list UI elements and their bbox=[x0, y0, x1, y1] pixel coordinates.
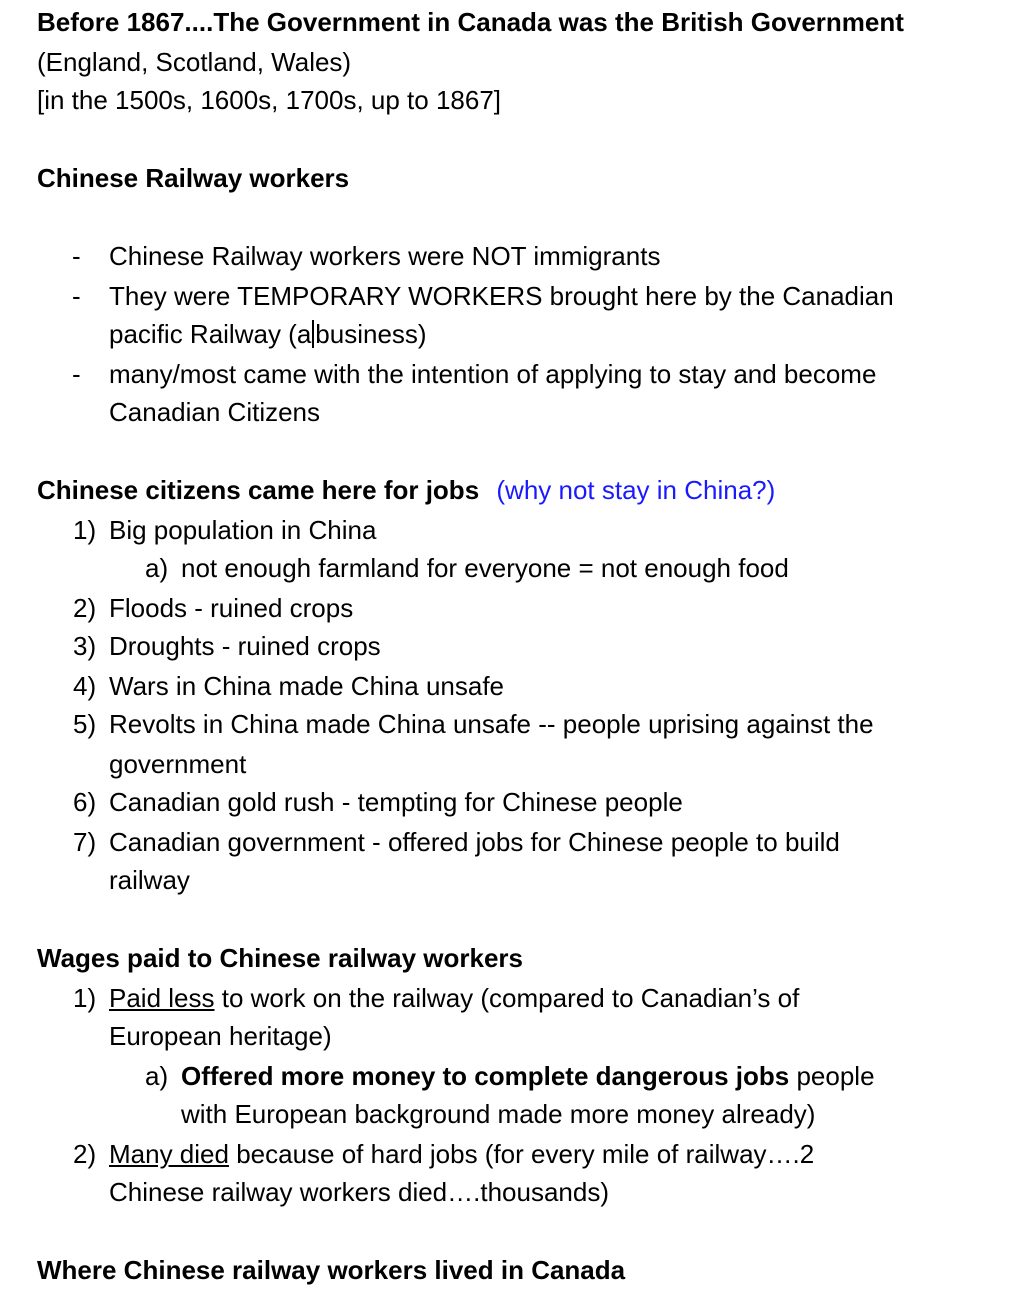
sublist-letter: a) bbox=[145, 1061, 169, 1091]
list-item: Wars in China made China unsafe bbox=[109, 671, 505, 701]
list-item bbox=[109, 1135, 814, 1173]
list-item: Canadian gold rush - tempting for Chinese people bbox=[109, 787, 683, 817]
list-number: 6) bbox=[73, 787, 97, 817]
list-item: Revolts in China made China unsafe -- people uprising against the bbox=[109, 709, 874, 739]
intro-line: (England, Scotland, Wales) bbox=[37, 47, 352, 77]
section-heading-row bbox=[37, 471, 775, 509]
section-heading: Wages paid to Chinese railway workers bbox=[37, 943, 523, 973]
bullet-text-continued[interactable] bbox=[109, 315, 427, 353]
underlined-phrase: Paid less bbox=[109, 983, 215, 1013]
list-number: 7) bbox=[73, 827, 97, 857]
list-item: Floods - ruined crops bbox=[109, 593, 354, 623]
sublist-item-text: people bbox=[789, 1061, 875, 1091]
list-item-continued: government bbox=[109, 749, 247, 779]
section-heading: Chinese Railway workers bbox=[37, 163, 350, 193]
bold-phrase: Offered more money to complete dangerous jobs bbox=[181, 1061, 790, 1091]
list-number: 5) bbox=[73, 709, 97, 739]
intro-line: [in the 1500s, 1600s, 1700s, up to 1867] bbox=[37, 85, 502, 115]
bullet-text: Chinese Railway workers were NOT immigrants bbox=[109, 241, 661, 271]
list-item-text: because of hard jobs (for every mile of railway….2 bbox=[228, 1139, 815, 1169]
bullet-text: They were TEMPORARY WORKERS brought here by the Canadian bbox=[109, 281, 894, 311]
list-number: 3) bbox=[73, 631, 97, 661]
list-number: 4) bbox=[73, 671, 97, 701]
bullet-text-part: business) bbox=[315, 319, 427, 349]
bullet-text-part: pacific Railway (a bbox=[109, 319, 312, 349]
bullet-dash: - bbox=[72, 241, 81, 271]
list-number: 2) bbox=[73, 593, 97, 623]
list-item-text: to work on the railway (compared to Canadian’s of bbox=[214, 983, 800, 1013]
text-cursor bbox=[312, 320, 314, 348]
list-item-continued: railway bbox=[109, 865, 190, 895]
bullet-text-continued: Canadian Citizens bbox=[109, 397, 321, 427]
sublist-letter: a) bbox=[145, 553, 169, 583]
list-number: 2) bbox=[73, 1139, 97, 1169]
sublist-item bbox=[181, 1057, 875, 1095]
list-item-continued: European heritage) bbox=[109, 1021, 332, 1051]
section-heading: Where Chinese railway workers lived in Canada bbox=[37, 1255, 626, 1285]
list-item-continued: Chinese railway workers died….thousands) bbox=[109, 1177, 610, 1207]
list-number: 1) bbox=[73, 515, 97, 545]
intro-heading: Before 1867....The Government in Canada was the British Government bbox=[37, 7, 904, 37]
bullet-dash: - bbox=[72, 281, 81, 311]
bullet-dash: - bbox=[72, 359, 81, 389]
list-item: Canadian government - offered jobs for Chinese people to build bbox=[109, 827, 840, 857]
section-heading: Chinese citizens came here for jobs bbox=[37, 475, 480, 505]
list-item: Big population in China bbox=[109, 515, 377, 545]
underlined-phrase: Many died bbox=[109, 1139, 229, 1169]
list-item: Droughts - ruined crops bbox=[109, 631, 381, 661]
sublist-item-continued: with European background made more money already) bbox=[181, 1099, 816, 1129]
list-number: 1) bbox=[73, 983, 97, 1013]
sublist-item: not enough farmland for everyone = not enough food bbox=[181, 553, 789, 583]
question-note: (why not stay in China?) bbox=[496, 475, 776, 505]
list-item bbox=[109, 979, 799, 1017]
bullet-text: many/most came with the intention of applying to stay and become bbox=[109, 359, 877, 389]
